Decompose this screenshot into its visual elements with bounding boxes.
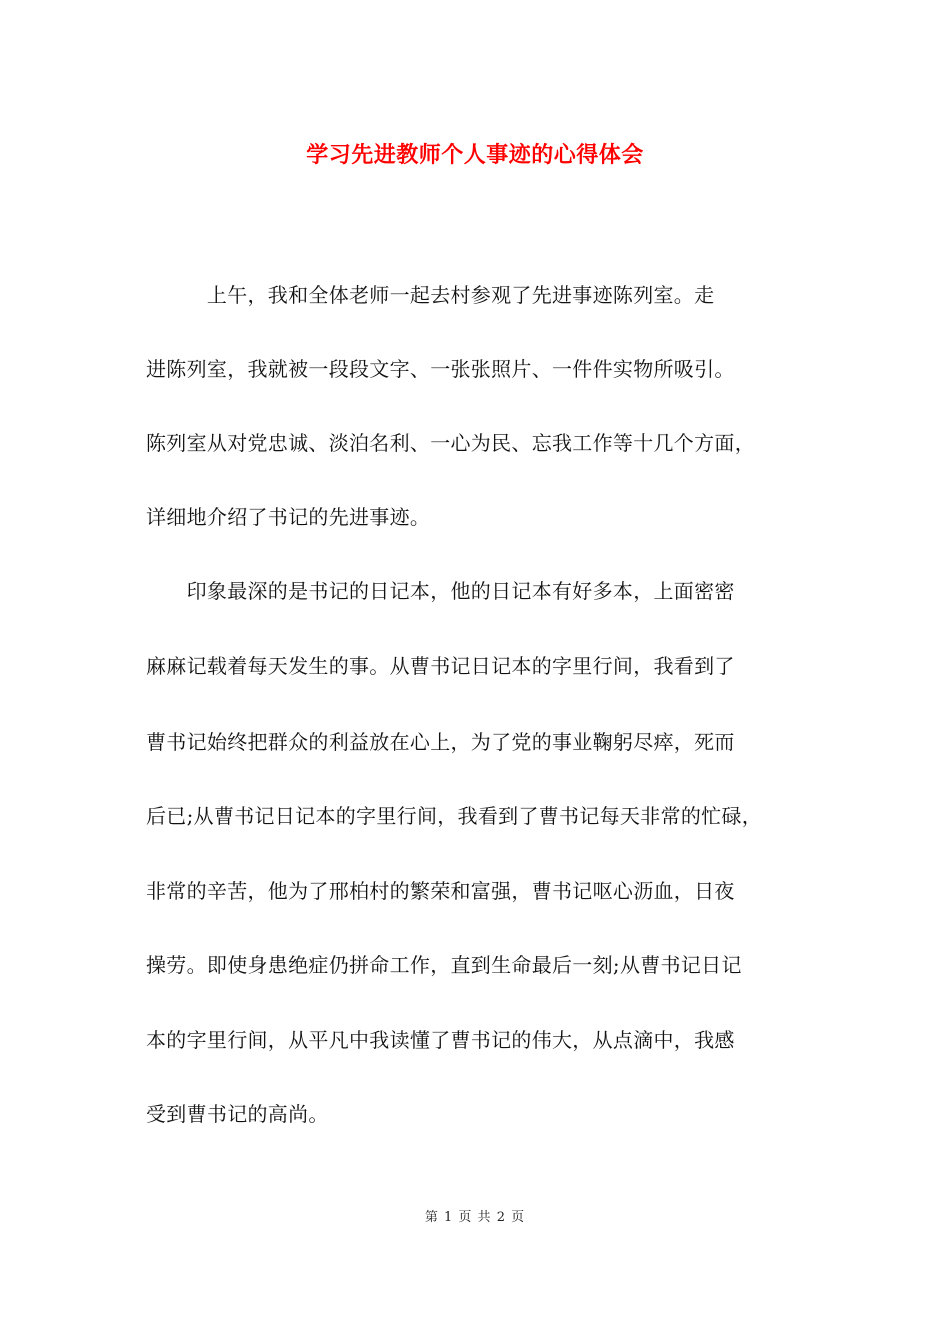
paragraph-line: 陈列室从对党忠诚、淡泊名利、一心为民、忘我工作等十几个方面， bbox=[146, 431, 755, 455]
paragraph-line: 非常的辛苦，他为了邢柏村的繁荣和富强，曹书记呕心沥血，日夜 bbox=[146, 879, 735, 903]
paragraph-line: 本的字里行间，从平凡中我读懂了曹书记的伟大，从点滴中，我感 bbox=[146, 1028, 735, 1052]
paragraph-line: 曹书记始终把群众的利益放在心上，为了党的事业鞠躬尽瘁，死而 bbox=[146, 730, 735, 754]
page-title: 学习先进教师个人事迹的心得体会 bbox=[306, 142, 644, 168]
paragraph-line: 印象最深的是书记的日记本，他的日记本有好多本，上面密密 bbox=[146, 579, 735, 603]
paragraph-line: 进陈列室，我就被一段段文字、一张张照片、一件件实物所吸引。 bbox=[146, 357, 735, 381]
paragraph-line: 操劳。即使身患绝症仍拼命工作，直到生命最后一刻;从曹书记日记 bbox=[146, 953, 742, 977]
paragraph-line: 上午，我和全体老师一起去村参观了先进事迹陈列室。走 bbox=[146, 283, 715, 307]
paragraph-line: 受到曹书记的高尚。 bbox=[146, 1102, 329, 1126]
page-number-footer: 第 1 页 共 2 页 bbox=[424, 1210, 526, 1225]
paragraph-line: 麻麻记载着每天发生的事。从曹书记日记本的字里行间，我看到了 bbox=[146, 654, 735, 678]
paragraph-line: 详细地介绍了书记的先进事迹。 bbox=[146, 505, 431, 529]
paragraph-line: 后已;从曹书记日记本的字里行间，我看到了曹书记每天非常的忙碌， bbox=[146, 804, 763, 828]
